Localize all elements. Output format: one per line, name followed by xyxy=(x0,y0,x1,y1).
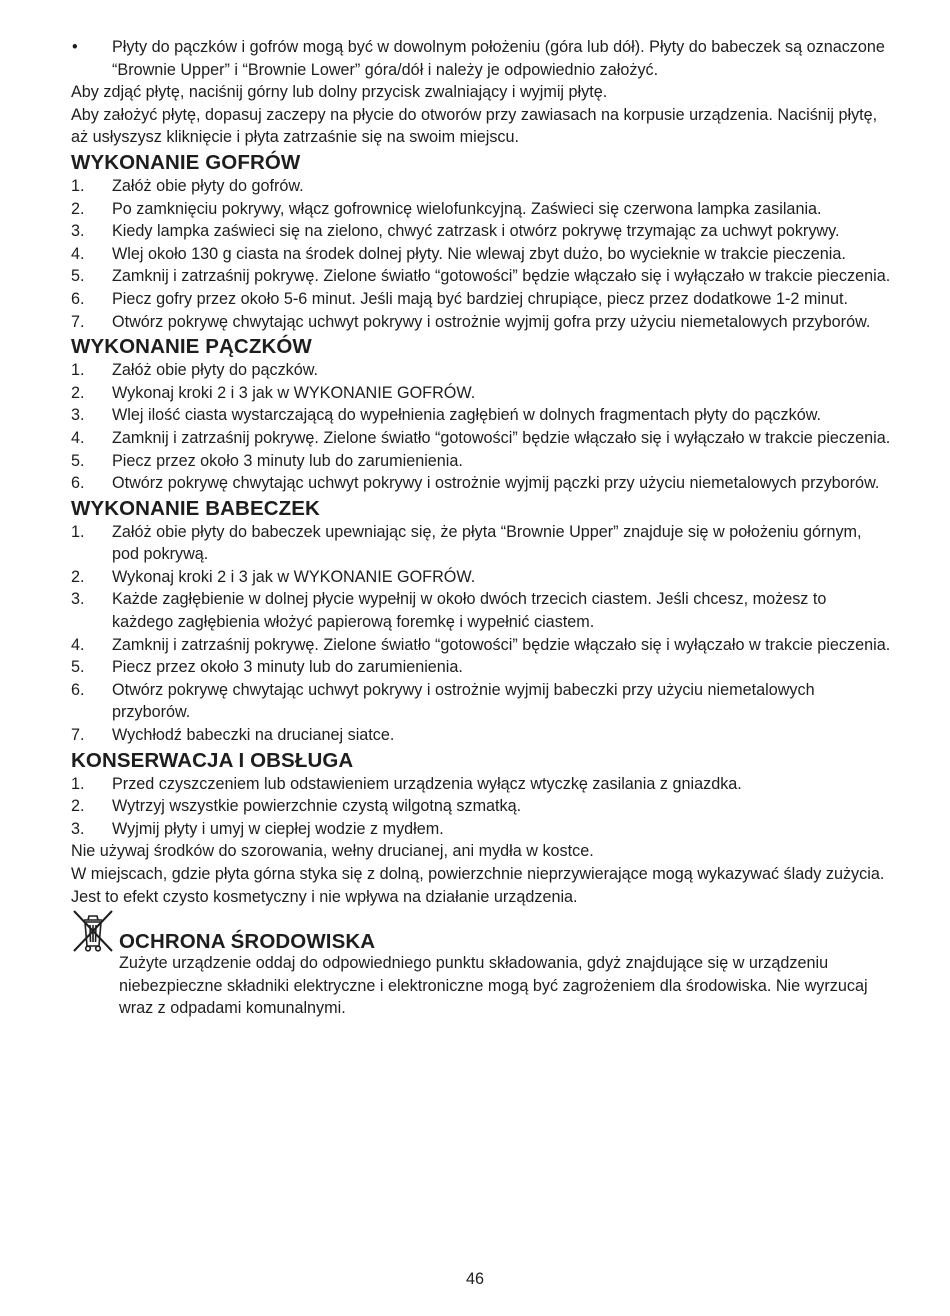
step-number: 1. xyxy=(71,361,85,380)
step-text: Załóż obie płyty do pączków. xyxy=(112,361,319,380)
document-page xyxy=(71,36,891,1020)
step-text: Załóż obie płyty do babeczek upewniając się, że płyta “Brownie Upper” znajduje się w położeniu górnym, pod pokrywą. xyxy=(112,522,862,564)
donuts-steps-list xyxy=(71,359,891,495)
section-heading-waffles: WYKONANIE GOFRÓW xyxy=(71,150,301,174)
step-number: 2. xyxy=(71,567,85,586)
cupcakes-steps-list xyxy=(71,521,891,747)
step-number: 2. xyxy=(71,383,85,402)
list-item xyxy=(71,472,891,495)
step-number: 7. xyxy=(71,312,85,331)
step-text: Wykonaj kroki 2 i 3 jak w WYKONANIE GOFRÓW. xyxy=(112,567,476,586)
crossed-out-wheelie-bin-icon xyxy=(71,908,115,954)
intro-bullet-item xyxy=(71,36,891,81)
page-number: 46 xyxy=(465,1270,484,1288)
step-text: Piecz gofry przez około 5-6 minut. Jeśli mają być bardziej chrupiące, piecz przez dodatkowe 1-2 minut. xyxy=(112,289,848,308)
step-text: Otwórz pokrywę chwytając uchwyt pokrywy i ostrożnie wyjmij babeczki przy użyciu niemetalowych przyborów. xyxy=(112,680,815,722)
environment-text-block xyxy=(71,952,891,1020)
list-item xyxy=(71,773,891,796)
list-item xyxy=(71,566,891,589)
step-number: 5. xyxy=(71,267,85,286)
list-item xyxy=(71,427,891,450)
step-number: 1. xyxy=(71,522,85,541)
list-item xyxy=(71,404,891,427)
step-number: 3. xyxy=(71,819,85,838)
step-text: Zamknij i zatrzaśnij pokrywę. Zielone światło “gotowości” będzie włączało się i wyłączało w trakcie pieczenia. xyxy=(112,635,891,654)
step-text: Zamknij i zatrzaśnij pokrywę. Zielone światło “gotowości” będzie włączało się i wyłączało w trakcie pieczenia. xyxy=(112,428,891,447)
intro-paragraph-attach-plate: Aby założyć płytę, dopasuj zaczepy na płycie do otworów przy zawiasach na korpusie urządzenia. Naciśnij płytę, aż usłyszysz kliknięcie i płyta zatrzaśnie się na swoim miejscu. xyxy=(71,105,878,147)
step-text: Wlej około 130 g ciasta na środek dolnej płyty. Nie wlewaj zbyt dużo, bo wycieknie w trakcie pieczenia. xyxy=(112,244,846,263)
section-heading-maintenance: KONSERWACJA I OBSŁUGA xyxy=(71,748,354,772)
environment-heading-row xyxy=(71,908,891,954)
step-text: Załóż obie płyty do gofrów. xyxy=(112,176,304,195)
list-item xyxy=(71,656,891,679)
list-item xyxy=(71,243,891,266)
step-number: 4. xyxy=(71,428,85,447)
list-item xyxy=(71,265,891,288)
section-heading-donuts: WYKONANIE PĄCZKÓW xyxy=(71,335,312,359)
list-item xyxy=(71,359,891,382)
step-number: 2. xyxy=(71,797,85,816)
intro-paragraph-remove-plate: Aby zdjąć płytę, naciśnij górny lub dolny przycisk zwalniający i wyjmij płytę. xyxy=(71,83,608,102)
list-item xyxy=(71,724,891,747)
step-number: 6. xyxy=(71,680,85,699)
step-number: 7. xyxy=(71,726,85,745)
step-text: Każde zagłębienie w dolnej płycie wypełnij w około dwóch trzecich ciastem. Jeśli chcesz, możesz to każdego zagłębienia włożyć papierową foremkę i wypełnić ciastem. xyxy=(112,590,827,632)
list-item xyxy=(71,521,891,566)
step-number: 3. xyxy=(71,590,85,609)
bullet-marker: • xyxy=(72,38,78,56)
environment-section xyxy=(71,908,891,1020)
step-number: 2. xyxy=(71,199,85,218)
step-text: Wykonaj kroki 2 i 3 jak w WYKONANIE GOFRÓW. xyxy=(112,383,476,402)
step-text: Otwórz pokrywę chwytając uchwyt pokrywy i ostrożnie wyjmij gofra przy użyciu niemetalowych przyborów. xyxy=(112,312,871,331)
list-item xyxy=(71,288,891,311)
step-text: Wychłodź babeczki na drucianej siatce. xyxy=(112,726,395,745)
list-item xyxy=(71,382,891,405)
step-number: 1. xyxy=(71,176,85,195)
step-text: Piecz przez około 3 minuty lub do zarumienienia. xyxy=(112,451,463,470)
maintenance-note-wear: W miejscach, gdzie płyta górna styka się z dolną, powierzchnie nieprzywierające mogą wykazywać ślady zużycia. Jest to efekt czysto kosmetyczny i nie wpływa na działanie urządzenia. xyxy=(71,865,885,906)
step-text: Wlej ilość ciasta wystarczającą do wypełnienia zagłębień w dolnych fragmentach płyty do pączków. xyxy=(112,406,822,425)
list-item xyxy=(71,588,891,633)
maintenance-steps-list xyxy=(71,773,891,841)
section-heading-cupcakes: WYKONANIE BABECZEK xyxy=(71,496,320,520)
list-item xyxy=(71,450,891,473)
step-text: Otwórz pokrywę chwytając uchwyt pokrywy i ostrożnie wyjmij pączki przy użyciu niemetalowych przyborów. xyxy=(112,474,880,493)
step-text: Wyjmij płyty i umyj w ciepłej wodzie z mydłem. xyxy=(112,819,444,838)
step-text: Kiedy lampka zaświeci się na zielono, chwyć zatrzask i otwórz pokrywę trzymając za uchwyt pokrywy. xyxy=(112,222,840,241)
step-number: 6. xyxy=(71,289,85,308)
environment-paragraph: Zużyte urządzenie oddaj do odpowiedniego punktu składowania, gdyż znajdujące się w urządzeniu niebezpieczne składniki elektryczne i elektroniczne mogą być zagrożeniem dla środowiska. Nie wyrzucaj wraz z odpadami komunalnymi. xyxy=(119,954,868,1018)
step-number: 3. xyxy=(71,222,85,241)
list-item xyxy=(71,198,891,221)
list-item xyxy=(71,795,891,818)
step-number: 3. xyxy=(71,406,85,425)
step-number: 6. xyxy=(71,474,85,493)
list-item xyxy=(71,311,891,334)
step-number: 5. xyxy=(71,658,85,677)
bullet-text: Płyty do pączków i gofrów mogą być w dowolnym położeniu (góra lub dół). Płyty do babeczek są oznaczone “Brownie Upper” i “Brownie Lower” góra/dół i należy je odpowiednio założyć. xyxy=(112,38,885,79)
section-heading-environment: OCHRONA ŚRODOWISKA xyxy=(119,930,376,954)
step-number: 4. xyxy=(71,244,85,263)
step-text: Po zamknięciu pokrywy, włącz gofrownicę wielofunkcyjną. Zaświeci się czerwona lampka zasilania. xyxy=(112,199,822,218)
list-item xyxy=(71,679,891,724)
waffles-steps-list xyxy=(71,175,891,333)
step-number: 1. xyxy=(71,774,85,793)
step-number: 5. xyxy=(71,451,85,470)
list-item xyxy=(71,175,891,198)
step-text: Przed czyszczeniem lub odstawieniem urządzenia wyłącz wtyczkę zasilania z gniazdka. xyxy=(112,774,742,793)
step-text: Zamknij i zatrzaśnij pokrywę. Zielone światło “gotowości” będzie włączało się i wyłączało w trakcie pieczenia. xyxy=(112,267,891,286)
maintenance-note-abrasives: Nie używaj środków do szorowania, wełny drucianej, ani mydła w kostce. xyxy=(71,842,594,861)
step-text: Piecz przez około 3 minuty lub do zarumienienia. xyxy=(112,658,463,677)
list-item xyxy=(71,220,891,243)
step-number: 4. xyxy=(71,635,85,654)
step-text: Wytrzyj wszystkie powierzchnie czystą wilgotną szmatką. xyxy=(112,797,522,816)
list-item xyxy=(71,818,891,841)
list-item xyxy=(71,634,891,657)
